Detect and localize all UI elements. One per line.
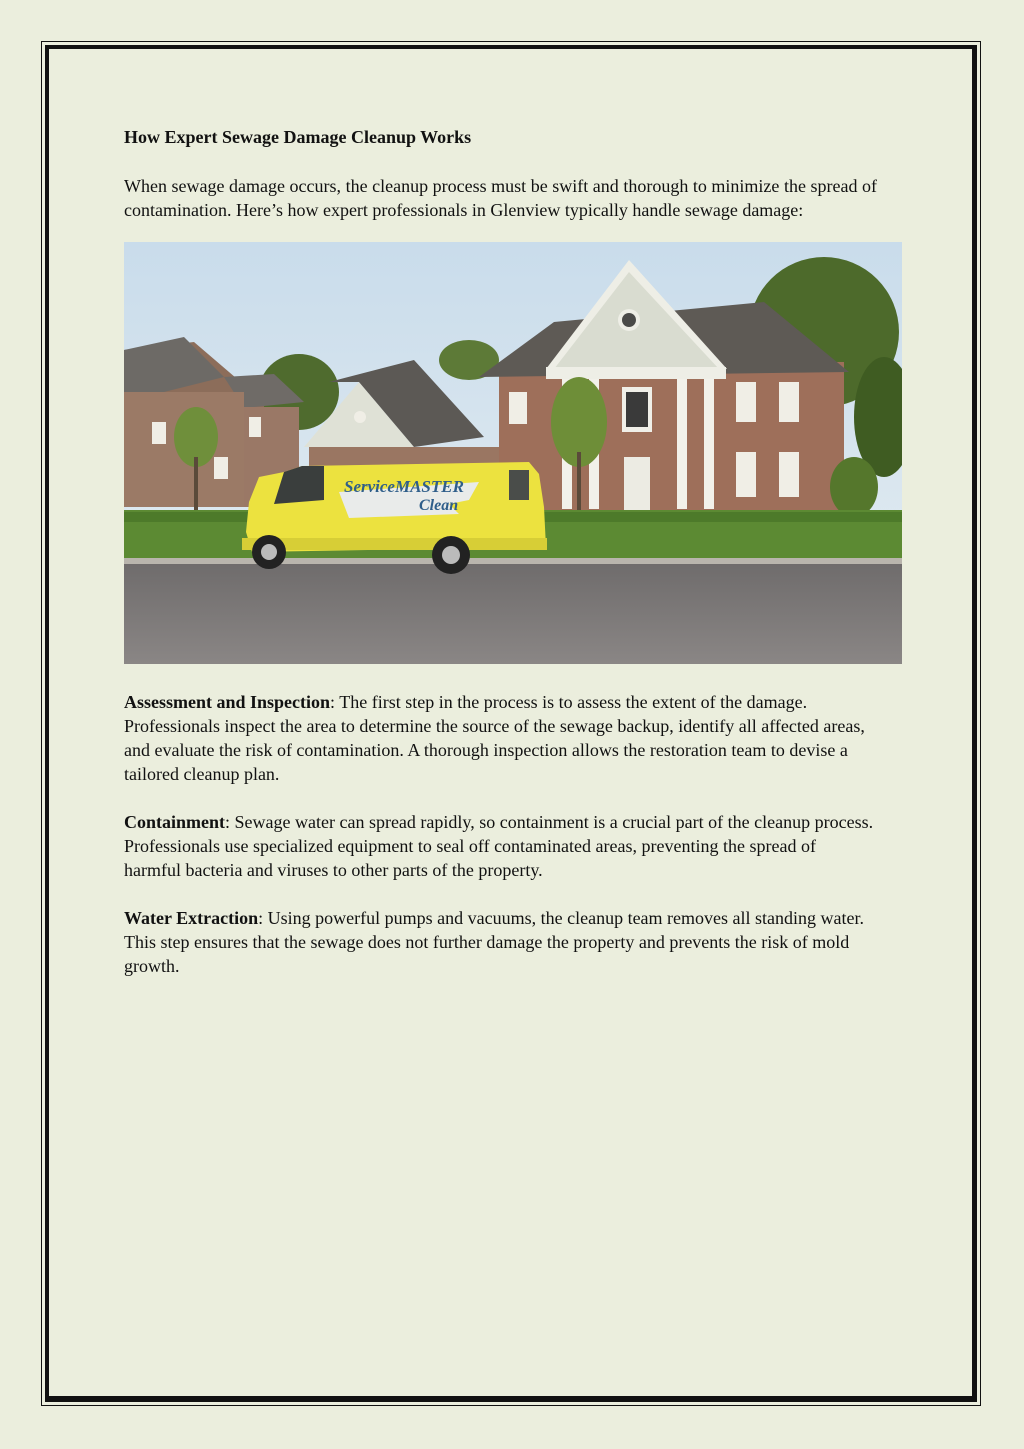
section-assessment [124,690,877,786]
section-title: Water Extraction [124,908,259,928]
van-logo-line2: Clean [419,497,459,514]
section-body: : The first step in the process is to assess the extent of the damage. Professionals inspect the area to determine the source of the sewage backup, identify all affected areas, and evaluate the risk of contamination. A thorough inspection allows the restoration team to devise a tailored cleanup plan. [124,692,865,784]
section-title: Containment [124,812,226,832]
section-body: : Using powerful pumps and vacuums, the cleanup team removes all standing water. This step ensures that the sewage does not further damage the property and prevents the risk of mold growth. [124,908,864,976]
section-body: : Sewage water can spread rapidly, so containment is a crucial part of the cleanup process. Professionals use specialized equipment to seal off contaminated areas, preventing the spread of harmful bacteria and viruses to other parts of the property. [124,812,874,880]
intro-paragraph: When sewage damage occurs, the cleanup process must be swift and thorough to minimize the spread of contamination. Here’s how expert professionals in Glenview typically handle sewage damage: [124,176,877,220]
van-logo-line1: ServiceMASTER [344,477,464,496]
section-title: Assessment and Inspection [124,692,331,712]
section-water-extraction [124,906,877,978]
section-containment [124,810,877,882]
house-with-van-photo [124,242,902,664]
article-heading: How Expert Sewage Damage Cleanup Works [124,127,472,147]
article [124,124,877,978]
